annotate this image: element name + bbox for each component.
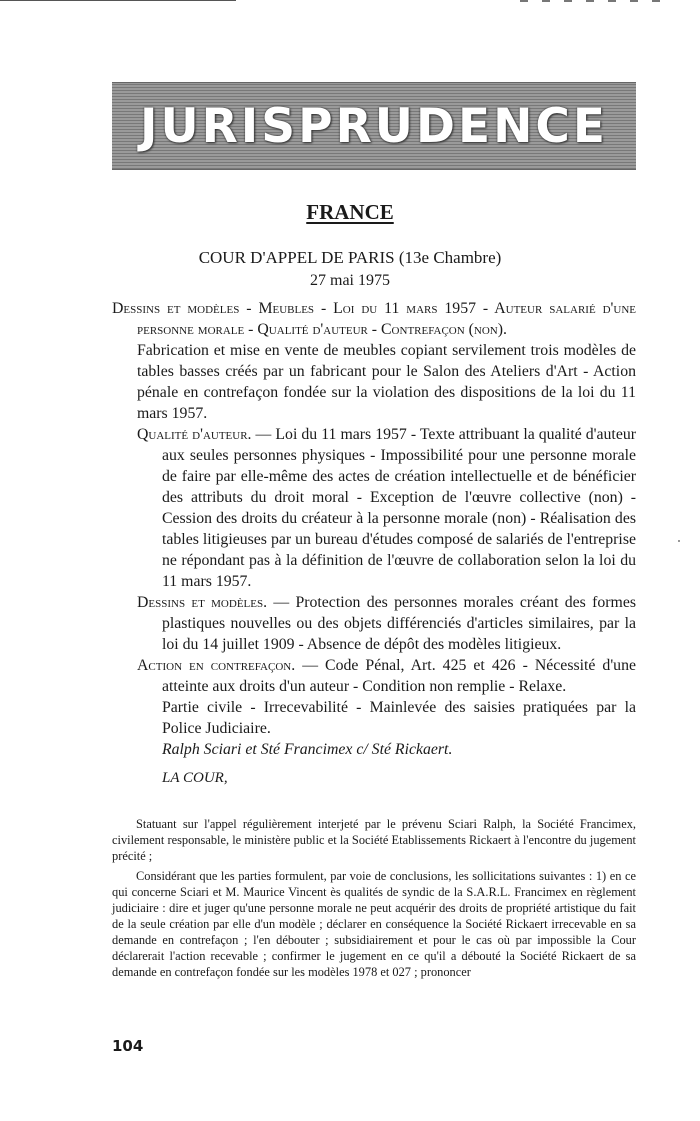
- headnote-dessins-label: Dessins et modèles.: [137, 594, 268, 611]
- headnote-keywords: Dessins et modèles - Meubles - Loi du 11 mars 1957 - Auteur salarié d'une personne morale - Qualité d'auteur - Contrefaçon (non).: [112, 300, 636, 338]
- la-cour: LA COUR,: [162, 770, 228, 786]
- scan-speck: [678, 540, 680, 542]
- headnote-qualite: [137, 424, 636, 592]
- headnote-qualite-text: — Loi du 11 mars 1957 - Texte attribuant la qualité d'auteur aux seules personnes physiques - Impossibilité pour une personne morale de faire par elle-même des actes de création intellectuelle et de bénéficier des attributs du droit moral - Exception de l'œuvre collective (non) - Cession des droits du créateur à la personne morale (non) - Réalisation des tables litigieuses par un bureau d'études composé de salariés de l'entreprise ne répondant pas à la définition de l'œuvre de collaboration selon la loi du 11 mars 1957.: [162, 426, 636, 590]
- headnote-dessins: [137, 592, 636, 655]
- body-paragraph-2: Considérant que les parties formulent, par voie de conclusions, les sollicitations suivantes : 1) en ce qui concerne Sciari et M. Maurice Vincent ès qualités de syndic de la S.A.R.L. Francimex en règlement judiciaire : dire et juger qu'une personne morale ne peut acquérir des droits de propriété artistique du fait de la seule création par elle d'un modèle ; déclarer en conséquence la Société Rickaert irrecevable en sa demande en contrefaçon ; l'en débouter ; subsidiairement et pour le cas où par impossible la Cour déclarerait l'action recevable ; confirmer le jugement en ce qu'il a débouté la Société Rickaert de sa demande en contrefaçon fondée sur les modèles 1978 et 027 ; prononcer: [112, 869, 636, 979]
- headnote-action-label: Action en contrefaçon.: [137, 657, 296, 674]
- body-paragraph-1: Statuant sur l'appel régulièrement interjeté par le prévenu Sciari Ralph, la Société Francimex, civilement responsable, le ministère public et la Société Etablissements Rickaert à l'encontre du jugement précité ;: [112, 817, 636, 863]
- judgment-body: [112, 816, 636, 984]
- court-date: 27 mai 1975: [310, 272, 390, 289]
- headnote-summary: Fabrication et mise en vente de meubles copiant servilement trois modèles de tables basses créés par un fabricant pour le Salon des Ateliers d'Art - Action pénale en contrefaçon fondée sur la violation des dispositions de la loi du 11 mars 1957.: [137, 342, 636, 422]
- section-banner: [112, 82, 636, 170]
- case-parties: Ralph Sciari et Sté Francimex c/ Sté Rickaert.: [162, 741, 453, 758]
- court-heading: COUR D'APPEL DE PARIS (13e Chambre): [198, 248, 502, 267]
- page-number: 104: [112, 1037, 144, 1055]
- headnotes: [112, 298, 636, 789]
- country-heading: FRANCE: [306, 200, 394, 224]
- top-rule: [0, 0, 236, 1]
- headnote-dessins-text: — Protection des personnes morales créant des formes plastiques nouvelles ou des objets différenciés d'articles similaires, par la loi du 14 juillet 1909 - Absence de dépôt des modèles litigieux.: [162, 594, 636, 653]
- headnote-action: [137, 655, 636, 697]
- top-marks: [520, 0, 670, 2]
- headnote-partie-civile: Partie civile - Irrecevabilité - Mainlevée des saisies pratiquées par la Police Judiciaire.: [162, 699, 636, 737]
- headnote-action-text: — Code Pénal, Art. 425 et 426 - Nécessité d'une atteinte aux droits d'un auteur - Condition non remplie - Relaxe.: [162, 657, 636, 695]
- headnote-qualite-label: Qualité d'auteur.: [137, 426, 252, 443]
- banner-title: JURISPRUDENCE: [139, 98, 609, 154]
